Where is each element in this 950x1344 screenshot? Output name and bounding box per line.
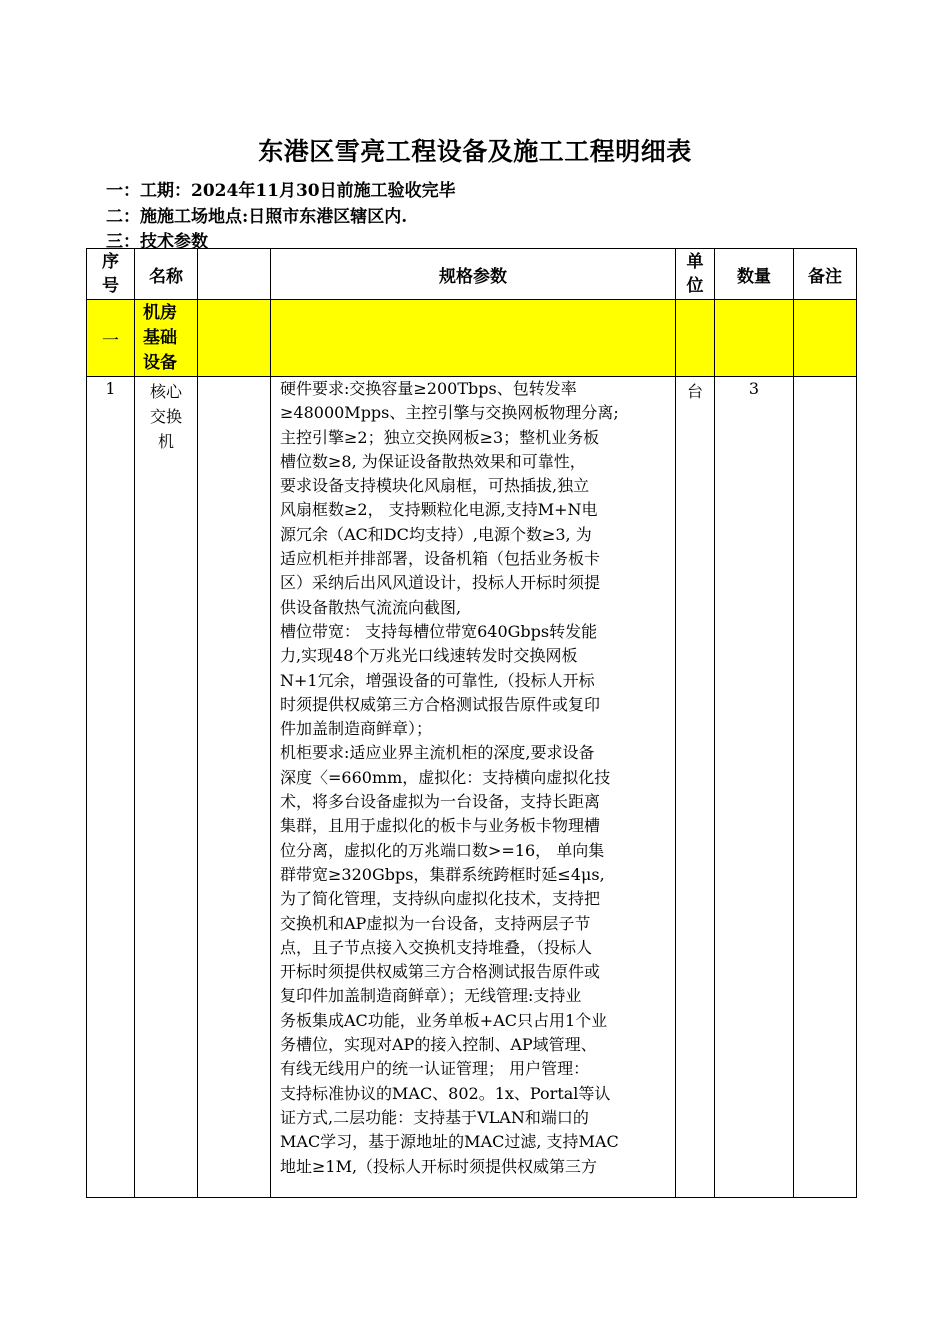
header-no: 序 号 (87, 249, 135, 300)
row-name: 核心 交换 机 (135, 377, 198, 1198)
row-spec: 硬件要求:交换容量≥200Tbps、包转发率 ≥48000Mpps、主控引擎与交换网板物理分离; 主控引擎≥2；独立交换网板≥3；整机业务板 槽位数≥8, 为保证设备散热效果和可靠性， 要求设备支持模块化风扇框，可热插拔,独立 风扇框数≥2， 支持颗粒化电源,支持M+N电 源冗余（AC和DC均支持）,电源个数≥3, 为 适应机柜并排部署，设备机箱（包括业务板卡 区）采纳后出风风道设计，投标人开标时须提 供设备散热气流流向截图, 槽位带宽： 支持每槽位带宽640Gbps转发能 力,实现48个万兆光口线速转发时交换网板 N+1冗余，增强设备的可靠性,（投标人开标 时须提供权威第三方合格测试报告原件或复印 件加盖制造商鲜章）； 机柜要求:适应业界主流机柜的深度,要求设备 深度〈=660mm，虚拟化：支持横向虚拟化技 术，将多台设备虚拟为一台设备，支持长距离 集群，且用于虚拟化的板卡与业务板卡物理槽 位分离，虚拟化的万兆端口数>=16， 单向集 群带宽≥320Gbps，集群系统跨框时延≤4μs, 为了简化管理，支持纵向虚拟化技术，支持把 交换机和AP虚拟为一台设备，支持两层子节 点，且子节点接入交换机支持堆叠，（投标人 开标时须提供权威第三方合格测试报告原件或 复印件加盖制造商鲜章）；无线管理:支持业 务板集成AC功能，业务单板+AC只占用1个业 务槽位，实现对AP的接入控制、AP域管理、 有线无线用户的统一认证管理； 用户管理： 支持标准协议的MAC、802。1x、Portal等认 证方式,二层功能：支持基于VLAN和端口的 MAC学习，基于源地址的MAC过滤, 支持MAC 地址≥1M,（投标人开标时须提供权威第三方 (280, 379, 619, 1176)
row-no: 1 (87, 377, 135, 1198)
header-row (87, 249, 857, 300)
section-no: 一 (87, 300, 135, 377)
section-cell (715, 300, 794, 377)
section-cell (271, 300, 676, 377)
meta-tech-params: 三：技术参数 (106, 232, 208, 252)
header-note: 备注 (794, 249, 857, 300)
row-spec-cell (271, 377, 676, 1198)
section-row (87, 300, 857, 377)
row-unit: 台 (676, 377, 715, 1198)
equipment-table (86, 248, 857, 1198)
page-title: 东港区雪亮工程设备及施工工程明细表 (258, 137, 692, 166)
row-blank (198, 377, 271, 1198)
row-qty: 3 (715, 377, 794, 1198)
section-name: 机房 基础 设备 (135, 300, 198, 377)
table-row (87, 377, 857, 1198)
header-name: 名称 (135, 249, 198, 300)
meta-schedule: 一：工期：2024年11月30日前施工验收完毕 (106, 181, 456, 201)
header-unit: 单 位 (676, 249, 715, 300)
header-spec: 规格参数 (271, 249, 676, 300)
section-cell (676, 300, 715, 377)
row-note (794, 377, 857, 1198)
meta-location: 二：施施工场地点:日照市东港区辖区内. (106, 207, 408, 227)
section-cell (794, 300, 857, 377)
section-cell (198, 300, 271, 377)
header-qty: 数量 (715, 249, 794, 300)
header-blank (198, 249, 271, 300)
